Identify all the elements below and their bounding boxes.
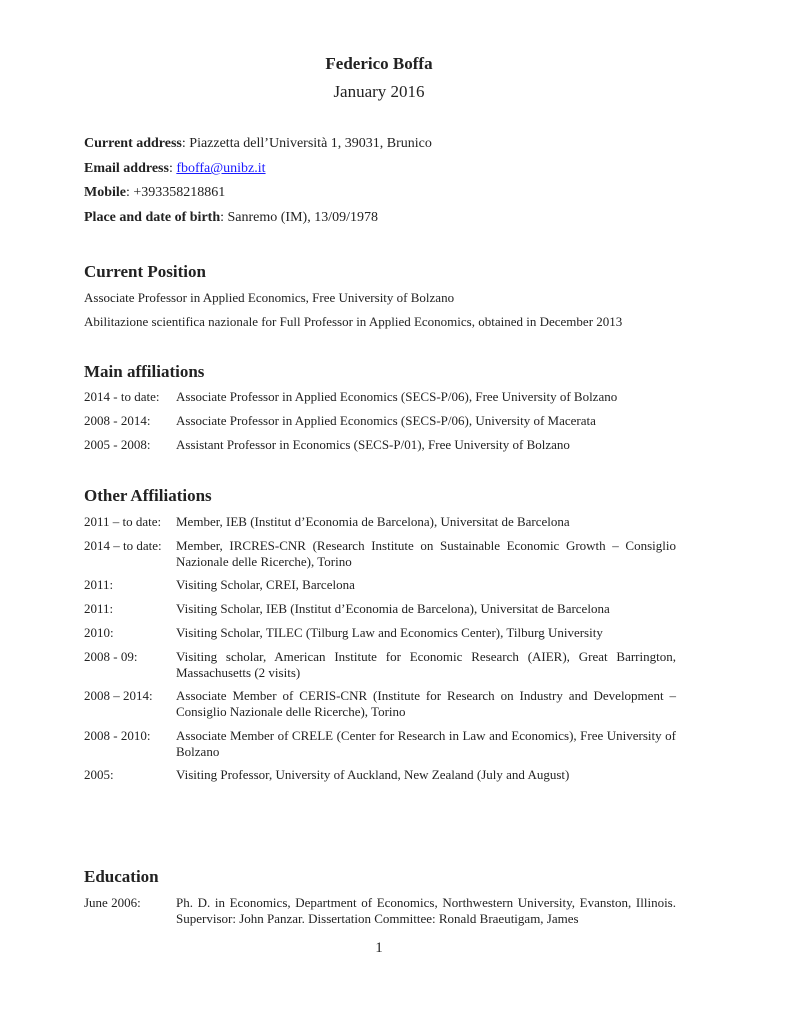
other-affiliation-row [84, 514, 676, 530]
birth-label: Place and date of birth [84, 210, 221, 225]
document-date: January 2016 [333, 82, 425, 101]
page-number: 1 [375, 940, 383, 956]
contact-mobile [84, 185, 225, 201]
affiliation-text: Associate Professor in Applied Economics (SECS-P/06), University of Macerata [176, 413, 596, 428]
author-name: Federico Boffa [325, 54, 433, 73]
section-heading-current-position: Current Position [84, 262, 206, 281]
other-affiliation-row [84, 625, 676, 641]
other-affiliation-row [84, 649, 676, 681]
mobile-value: : +393358218861 [126, 185, 226, 200]
affiliation-date: 2008 – 2014: [84, 688, 153, 703]
main-affiliation-row [84, 437, 676, 453]
affiliation-date: 2010: [84, 625, 114, 640]
contact-address [84, 136, 432, 152]
mobile-label: Mobile [84, 185, 126, 200]
affiliation-date: 2011: [84, 601, 114, 616]
affiliation-text: Associate Member of CRELE (Center for Research in Law and Economics), Free University of Bolzano [176, 728, 676, 759]
address-value: : Piazzetta dell’Università 1, 39031, Brunico [181, 136, 432, 151]
affiliation-date: 2011: [84, 577, 114, 592]
main-affiliation-row [84, 413, 676, 429]
other-affiliation-row [84, 767, 676, 783]
affiliation-date: 2008 - 09: [84, 649, 138, 664]
affiliation-date: 2005 - 2008: [84, 437, 151, 452]
other-affiliation-row [84, 728, 676, 760]
affiliation-date: 2005: [84, 767, 114, 782]
affiliation-date: 2011 – to date: [84, 514, 162, 529]
section-heading-education: Education [84, 867, 159, 886]
affiliation-date: 2014 – to date: [84, 538, 162, 553]
birth-value: : Sanremo (IM), 13/09/1978 [220, 210, 378, 225]
email-label: Email address [84, 161, 169, 176]
education-row [84, 895, 676, 927]
affiliation-text: Visiting scholar, American Institute for Economic Research (AIER), Great Barrington, Massachusetts (2 visits) [176, 649, 676, 680]
affiliation-text: Visiting Scholar, CREI, Barcelona [176, 577, 355, 592]
current-position-line: Associate Professor in Applied Economics, Free University of Bolzano [84, 290, 455, 305]
affiliation-text: Visiting Scholar, TILEC (Tilburg Law and Economics Center), Tilburg University [176, 625, 603, 640]
affiliation-text: Visiting Scholar, IEB (Institut d’Economia de Barcelona), Universitat de Barcelona [176, 601, 610, 616]
affiliation-text: Assistant Professor in Economics (SECS-P/01), Free University of Bolzano [176, 437, 570, 452]
affiliation-date: 2014 - to date: [84, 389, 160, 404]
main-affiliation-row [84, 389, 676, 405]
affiliation-text: Associate Professor in Applied Economics (SECS-P/06), Free University of Bolzano [176, 389, 618, 404]
affiliation-text: Member, IRCRES-CNR (Research Institute on Sustainable Economic Growth – Consiglio Nazionale delle Ricerche), Torino [176, 538, 676, 569]
email-separator: : [168, 161, 177, 176]
address-label: Current address [84, 136, 182, 151]
email-link[interactable]: fboffa@unibz.it [176, 161, 266, 176]
other-affiliation-row [84, 538, 676, 570]
affiliation-text: Visiting Professor, University of Auckland, New Zealand (July and August) [176, 767, 570, 782]
current-position-line: Abilitazione scientifica nazionale for Full Professor in Applied Economics, obtained in December 2013 [84, 314, 623, 329]
other-affiliation-row [84, 688, 676, 720]
contact-email [84, 161, 266, 177]
education-text: Ph. D. in Economics, Department of Economics, Northwestern University, Evanston, Illinois. Supervisor: John Panzar. Dissertation Committee: Ronald Braeutigam, James [176, 895, 676, 926]
other-affiliation-row [84, 601, 676, 617]
contact-birth [84, 210, 378, 226]
other-affiliation-row [84, 577, 676, 593]
affiliation-date: 2008 - 2014: [84, 413, 151, 428]
affiliation-text: Associate Member of CERIS-CNR (Institute for Research on Industry and Development – Consiglio Nazionale delle Ricerche), Torino [176, 688, 676, 719]
affiliation-text: Member, IEB (Institut d’Economia de Barcelona), Universitat de Barcelona [176, 514, 570, 529]
education-date: June 2006: [84, 895, 141, 910]
section-heading-other-affiliations: Other Affiliations [84, 486, 212, 505]
section-heading-main-affiliations: Main affiliations [84, 362, 205, 381]
affiliation-date: 2008 - 2010: [84, 728, 151, 743]
